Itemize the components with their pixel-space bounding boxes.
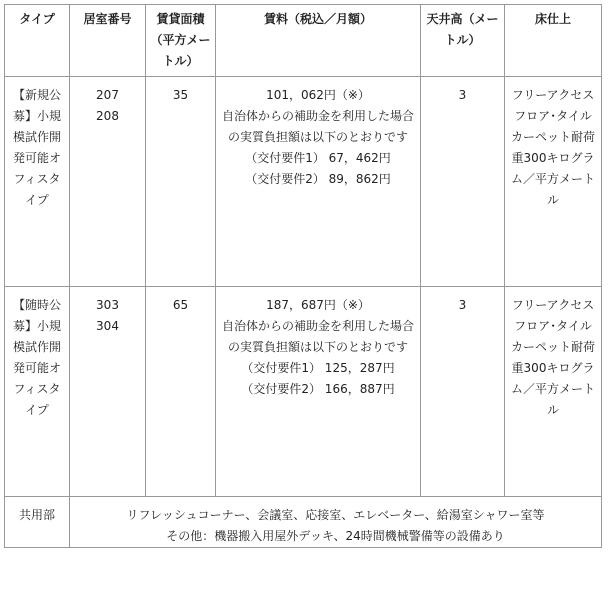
table-row <box>5 287 602 497</box>
table-row <box>5 77 602 287</box>
room-number: 208 <box>96 109 119 123</box>
office-spec-table <box>4 4 602 548</box>
rent-note: 自治体からの補助金を利用した場合の実質負担額は以下のとおりです <box>221 319 414 354</box>
rent-cell <box>216 287 421 497</box>
floor-cell: フリーアクセスフロア･タイルカーペット耐荷重300キログラム／平方メートル <box>505 287 602 497</box>
header-floor: 床仕上 <box>505 5 602 77</box>
header-row <box>5 5 602 77</box>
rent-requirement-2: （交付要件2） 89，862円 <box>245 172 391 186</box>
rent-amount: 101，062円（※） <box>266 88 370 102</box>
header-rent: 賃料（税込／月額） <box>216 5 421 77</box>
header-room-number: 居室番号 <box>70 5 146 77</box>
room-cell <box>70 287 146 497</box>
type-cell: 【随時公募】小規模試作開発可能オフィスタイプ <box>5 287 70 497</box>
rent-cell <box>216 77 421 287</box>
common-area-row <box>5 497 602 548</box>
rent-note: 自治体からの補助金を利用した場合の実質負担額は以下のとおりです <box>221 109 414 144</box>
common-area-facilities: リフレッシュコーナー、会議室、応接室、エレベーター、給湯室シャワー室等 <box>126 508 545 522</box>
ceiling-cell: 3 <box>421 287 505 497</box>
header-type: タイプ <box>5 5 70 77</box>
common-area-label: 共用部 <box>5 497 70 548</box>
room-number: 303 <box>96 298 119 312</box>
rent-amount: 187，687円（※） <box>266 298 370 312</box>
type-cell: 【新規公募】小規模試作開発可能オフィスタイプ <box>5 77 70 287</box>
room-number: 207 <box>96 88 119 102</box>
area-cell: 65 <box>146 287 216 497</box>
header-area: 賃貸面積（平方メートル） <box>146 5 216 77</box>
rent-requirement-2: （交付要件2） 166，887円 <box>241 382 395 396</box>
common-area-details <box>70 497 602 548</box>
rent-requirement-1: （交付要件1） 67，462円 <box>245 151 391 165</box>
area-cell: 35 <box>146 77 216 287</box>
room-number: 304 <box>96 319 119 333</box>
room-cell <box>70 77 146 287</box>
header-ceiling: 天井高（メートル） <box>421 5 505 77</box>
common-area-other: その他：機器搬入用屋外デッキ、24時間機械警備等の設備あり <box>166 529 505 543</box>
floor-cell: フリーアクセスフロア･タイルカーペット耐荷重300キログラム／平方メートル <box>505 77 602 287</box>
ceiling-cell: 3 <box>421 77 505 287</box>
rent-requirement-1: （交付要件1） 125，287円 <box>241 361 395 375</box>
